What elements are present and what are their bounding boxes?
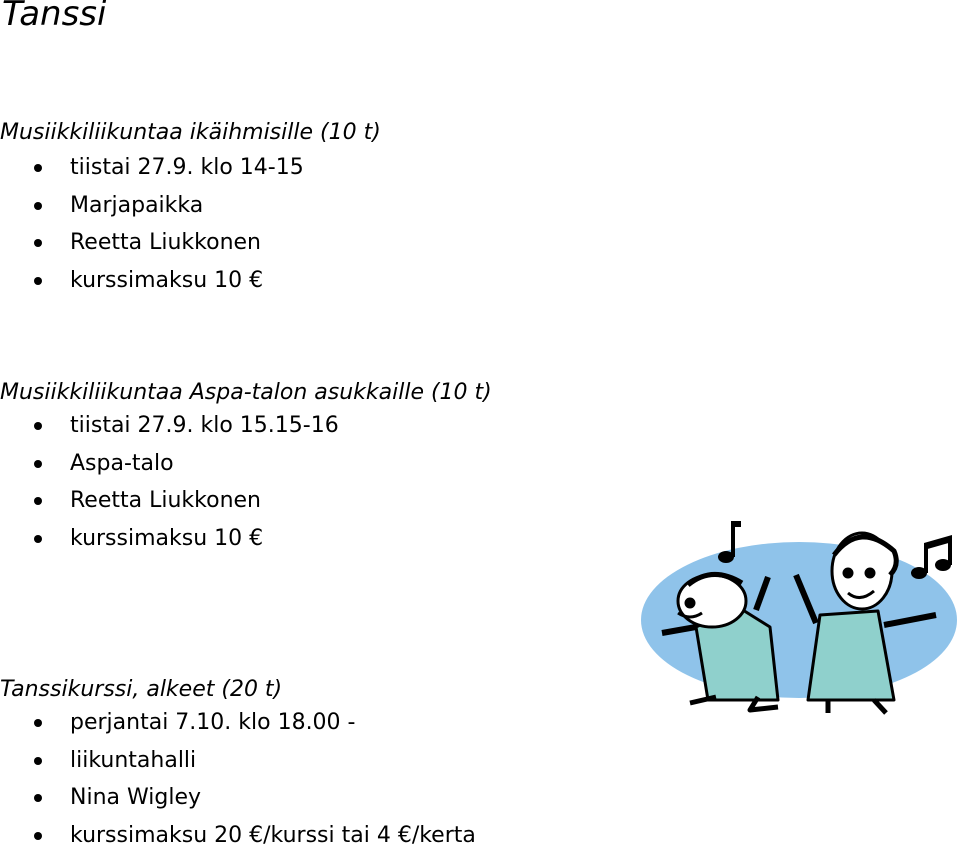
course-detail-teacher: Nina Wigley (0, 779, 640, 817)
bullet-icon (34, 497, 42, 505)
music-notes-icon (911, 535, 952, 579)
course-title: Tanssikurssi, alkeet (20 t) (0, 674, 640, 706)
course-details-list (0, 704, 640, 854)
page-title: Tanssi (2, 0, 106, 34)
bullet-icon (34, 757, 42, 765)
course-section (0, 377, 640, 557)
bullet-icon (34, 794, 42, 802)
course-detail-teacher: Reetta Liukkonen (0, 482, 640, 520)
course-detail-place: liikuntahalli (0, 742, 640, 780)
course-details-list (0, 149, 640, 299)
bullet-icon (34, 460, 42, 468)
bullet-icon (34, 277, 42, 285)
bullet-icon (34, 535, 42, 543)
course-details-list (0, 407, 640, 557)
course-title: Musiikkiliikuntaa ikäihmisille (10 t) (0, 117, 640, 149)
bullet-icon (34, 719, 42, 727)
dancing-couple-illustration (638, 515, 960, 715)
course-detail-time: perjantai 7.10. klo 18.00 - (0, 704, 640, 742)
bullet-icon (34, 164, 42, 172)
bullet-icon (34, 239, 42, 247)
bullet-icon (34, 422, 42, 430)
course-detail-fee: kurssimaksu 10 € (0, 520, 640, 558)
bullet-icon (34, 832, 42, 840)
course-detail-time: tiistai 27.9. klo 15.15-16 (0, 407, 640, 445)
course-detail-place: Marjapaikka (0, 187, 640, 225)
course-detail-time: tiistai 27.9. klo 14-15 (0, 149, 640, 187)
course-detail-fee: kurssimaksu 20 €/kurssi tai 4 €/kerta (0, 817, 640, 854)
course-detail-teacher: Reetta Liukkonen (0, 224, 640, 262)
course-detail-fee: kurssimaksu 10 € (0, 262, 640, 300)
course-section (0, 117, 640, 299)
course-title: Musiikkiliikuntaa Aspa-talon asukkaille (10 t) (0, 377, 640, 409)
course-section (0, 674, 640, 854)
course-detail-place: Aspa-talo (0, 445, 640, 483)
bullet-icon (34, 202, 42, 210)
